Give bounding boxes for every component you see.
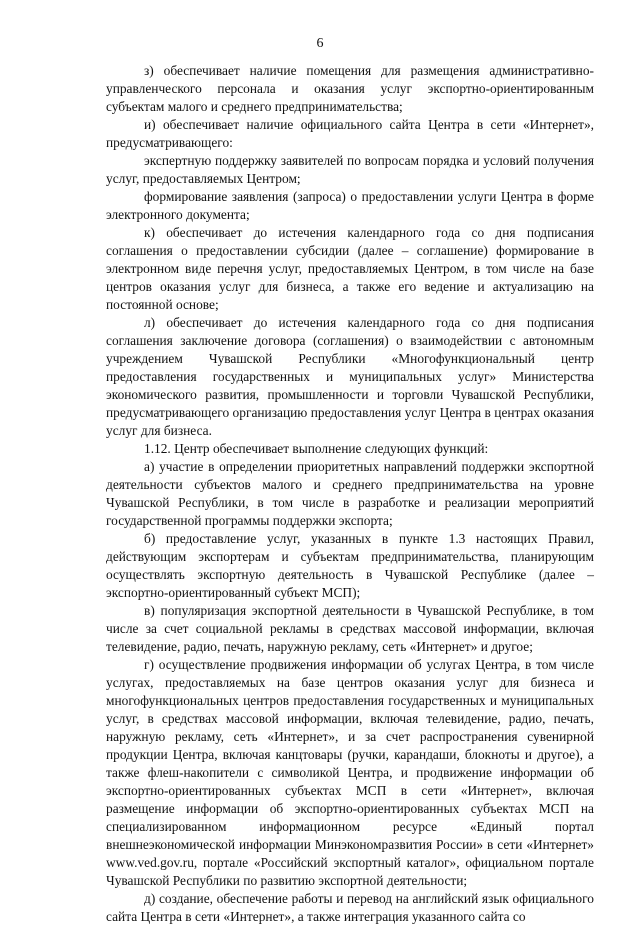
paragraph-z: з) обеспечивает наличие помещения для размещения административно-управленческого персонала и оказания услуг экспортно-ориентированным субъектам малого и среднего предпринимательства; xyxy=(106,63,594,114)
paragraph-l: л) обеспечивает до истечения календарного года со дня подписания соглашения заключение договора (соглашения) о взаимодействии с автономным учреждением Чувашской Республики «Многофункциональный центр предоставления государственных и муниципальных услуг» Министерства экономического развития, промышленности и торговли Чувашской Республики, предусматривающего организацию предоставления услуг Центра в центрах оказания услуг для бизнеса. xyxy=(106,315,594,438)
paragraph-d: д) создание, обеспечение работы и перевод на английский язык официального сайта Центра в сети «Интернет», а также интеграция указанного сайта со xyxy=(106,891,594,924)
paragraph-g: г) осуществление продвижения информации об услугах Центра, в том числе услугах, предоставляемых на базе центров оказания услуг для бизнеса и многофункциональных центров предоставления государственных и муниципальных услуг, в средствах массовой информации, включая телевидение, радио, печать, наружную рекламу, сеть «Интернет», и за счет распространения сувенирной продукции Центра, включая канцтовары (ручки, карандаши, блокноты и другое), а также флеш-накопители с символикой Центра, и продвижение информации об экспортно-ориентированных субъектах МСП в сети «Интернет», включая размещение информации об экспортно-ориентированных субъектах МСП на специализированном информационном ресурсе «Единый портал внешнеэкономической информации Минэкономразвития России» в сети «Интернет» www.ved.gov.ru, портале «Российский экспортный каталог», официальном портале Чувашской Республики по развитию экспортной деятельности; xyxy=(106,657,594,888)
paragraph-v: в) популяризация экспортной деятельности в Чувашской Республике, в том числе за счет социальной рекламы в средствах массовой информации, включая телевидение, радио, печать, наружную рекламу, сеть «Интернет» и другое; xyxy=(106,603,594,654)
paragraph-a: а) участие в определении приоритетных направлений поддержки экспортной деятельности субъектов малого и среднего предпринимательства на уровне Чувашской Республики, в том числе в разработке и реализации мероприятий государственной программы поддержки экспорта; xyxy=(106,459,594,528)
paragraph-i: и) обеспечивает наличие официального сайта Центра в сети «Интернет», предусматривающего: xyxy=(106,117,594,150)
paragraph-request-form: формирование заявления (запроса) о предоставлении услуги Центра в форме электронного документа; xyxy=(106,189,594,222)
paragraph-expert-support: экспертную поддержку заявителей по вопросам порядка и условий получения услуг, предоставляемых Центром; xyxy=(106,153,594,186)
document-body xyxy=(106,62,594,926)
page-number: 6 xyxy=(316,36,324,51)
paragraph-b: б) предоставление услуг, указанных в пункте 1.3 настоящих Правил, действующим экспортерам и субъектам предпринимательства, планирующим осуществлять экспортную деятельность в Чувашской Республике (далее – экспортно-ориентированный субъект МСП); xyxy=(106,531,594,600)
paragraph-k: к) обеспечивает до истечения календарного года со дня подписания соглашения о предоставлении субсидии (далее – соглашение) формирование в электронном виде перечня услуг, предоставляемых Центром, в том числе на базе центров оказания услуг для бизнеса, а также его ведение и актуализацию на постоянной основе; xyxy=(106,225,594,312)
paragraph-1-12: 1.12. Центр обеспечивает выполнение следующих функций: xyxy=(144,441,489,456)
